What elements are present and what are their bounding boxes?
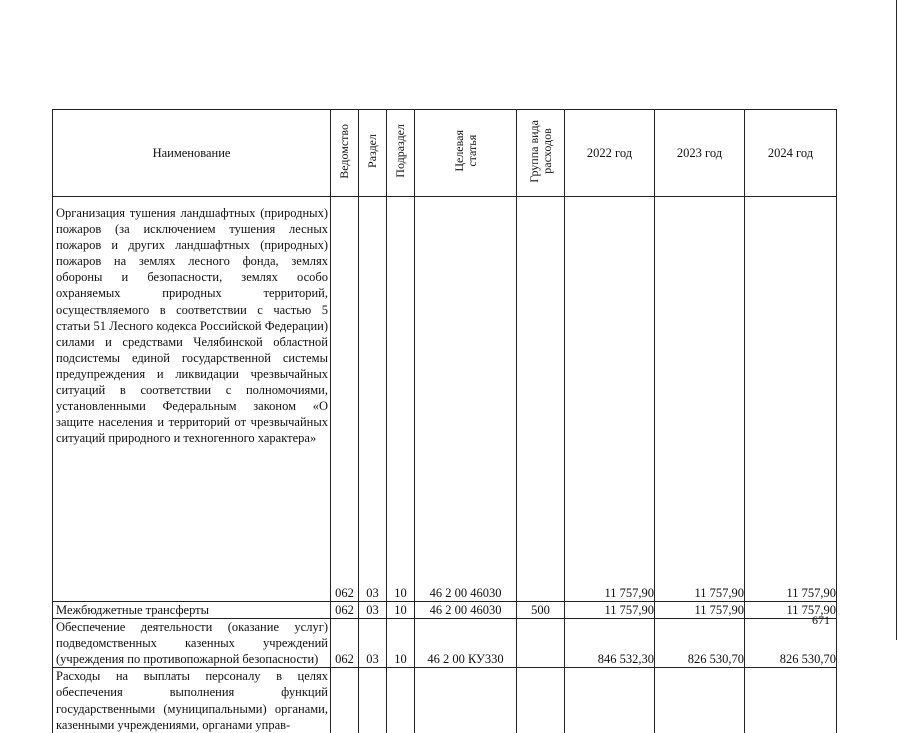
row-gruppa	[517, 619, 565, 668]
row-razdel: 03	[359, 197, 387, 602]
row-celevaya	[415, 668, 517, 733]
row-value-2023: 826 530,70	[655, 619, 745, 668]
row-value-2024: 826 530,70	[745, 619, 837, 668]
row-value-2023: 11 757,90	[655, 602, 745, 619]
row-value-2022: 846 532,30	[565, 619, 655, 668]
header-2024: 2024 год	[745, 110, 837, 197]
row-name: Обеспечение деятельности (оказание услуг) подведомственных казенных учреждений (учреждения по противопожарной безопасности)	[56, 620, 328, 667]
row-name-cell	[53, 602, 331, 619]
header-podrazdel: Подраздел	[387, 110, 415, 197]
table-row	[53, 602, 837, 619]
row-name: Расходы на выплаты персоналу в целях обеспечения выполнения функций государственными (муниципальными) органами, казенными учреждениями, органами управ-	[56, 669, 328, 732]
row-razdel: 03	[359, 602, 387, 619]
row-vedomstvo: 062	[331, 602, 359, 619]
row-gruppa	[517, 668, 565, 733]
row-podrazdel	[387, 668, 415, 733]
header-gruppa-vida-rashodov: Группа вида расходов	[517, 110, 565, 197]
row-vedomstvo: 062	[331, 619, 359, 668]
row-value-2022	[565, 668, 655, 733]
header-2022: 2022 год	[565, 110, 655, 197]
row-name: Организация тушения ландшафтных (природных) пожаров (за исключением тушения лесных пожаров и других ландшафтных (природных) пожаров на землях лесного фонда, землях обороны и безопасности, землях особо охраняемых природных территорий, осуществляемого в соответствии с частью 5 статьи 51 Лесного кодекса Российской Федерации) силами и средствами Челябинской областной подсистемы единой государственной системы предупреждения и ликвидации чрезвычайных ситуаций в соответствии с полномочиями, установленными Федеральным законом «О защите населения и территорий от чрезвычайных ситуаций природного и техногенного характера»	[56, 206, 328, 446]
row-celevaya: 46 2 00 46030	[415, 602, 517, 619]
header-row	[53, 110, 837, 197]
row-name-cell	[53, 668, 331, 733]
row-razdel	[359, 668, 387, 733]
row-value-2024: 11 757,90	[745, 197, 837, 602]
row-value-2024: 11 757,90	[745, 602, 837, 619]
header-name: Наименование	[53, 110, 331, 197]
header-celevaya-statya: Целевая статья	[415, 110, 517, 197]
table-row	[53, 197, 837, 602]
row-vedomstvo	[331, 668, 359, 733]
budget-table	[52, 109, 837, 733]
row-value-2024	[745, 668, 837, 733]
row-name: Межбюджетные трансферты	[56, 603, 210, 617]
header-2023: 2023 год	[655, 110, 745, 197]
row-name-cell	[53, 619, 331, 668]
row-value-2022: 11 757,90	[565, 197, 655, 602]
row-vedomstvo: 062	[331, 197, 359, 602]
row-podrazdel: 10	[387, 197, 415, 602]
row-podrazdel: 10	[387, 619, 415, 668]
row-celevaya: 46 2 00 КУ330	[415, 619, 517, 668]
row-celevaya: 46 2 00 46030	[415, 197, 517, 602]
row-razdel: 03	[359, 619, 387, 668]
row-gruppa: 500	[517, 602, 565, 619]
row-podrazdel: 10	[387, 602, 415, 619]
row-value-2022: 11 757,90	[565, 602, 655, 619]
table-row	[53, 619, 837, 668]
row-value-2023: 11 757,90	[655, 197, 745, 602]
row-gruppa	[517, 197, 565, 602]
header-vedomstvo: Ведомство	[331, 110, 359, 197]
header-razdel: Раздел	[359, 110, 387, 197]
table-row	[53, 668, 837, 733]
row-value-2023	[655, 668, 745, 733]
row-name-cell	[53, 197, 331, 602]
page-number: 671	[812, 613, 830, 627]
